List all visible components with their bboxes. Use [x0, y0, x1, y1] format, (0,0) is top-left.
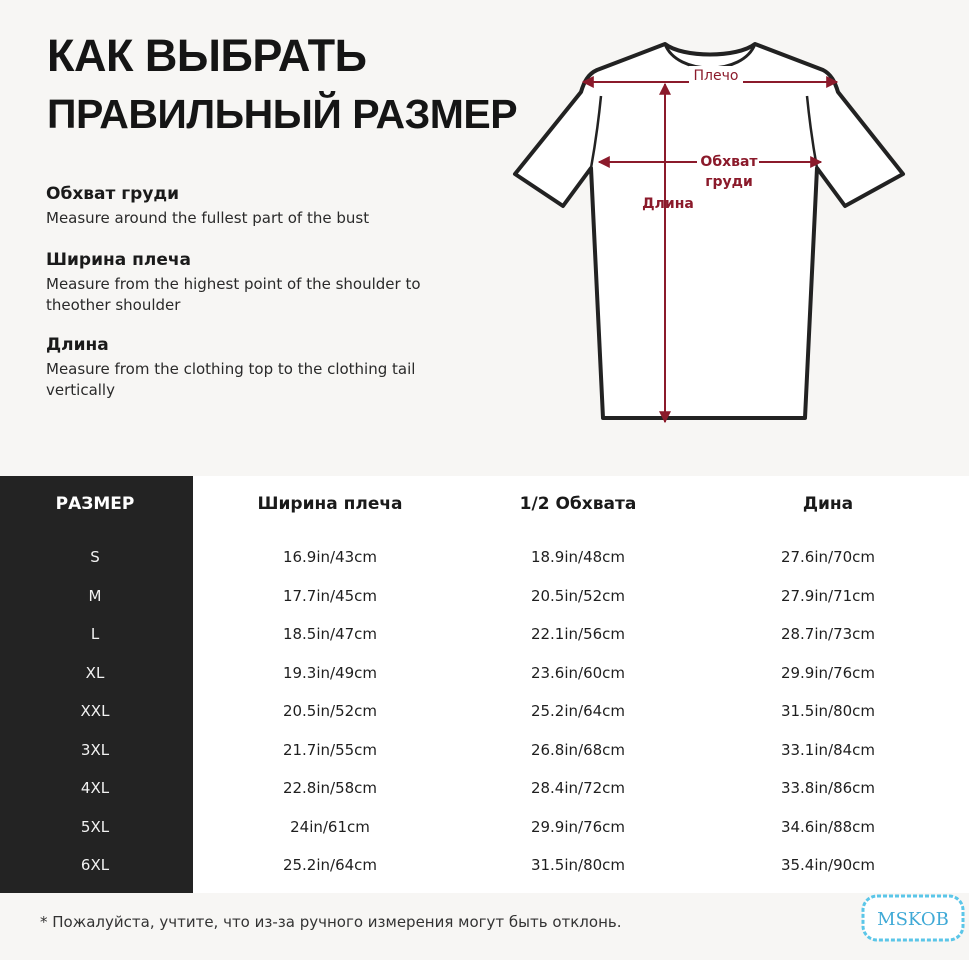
table-cell: 27.6in/70cm [780, 548, 876, 566]
table-cell: 31.5in/80cm [780, 702, 876, 720]
table-cell: 33.1in/84cm [780, 741, 876, 759]
badge-text: MSKOB [877, 909, 949, 930]
table-cell: 28.4in/72cm [530, 779, 626, 797]
table-cell: 21.7in/55cm [282, 741, 378, 759]
table-cell: 17.7in/45cm [282, 587, 378, 605]
size-cell: 6XL [80, 856, 110, 874]
size-cell: 4XL [80, 779, 110, 797]
measure-description: Measure from the clothing top to the clothing tail vertically [46, 360, 416, 399]
footnote: * Пожалуйста, учтите, что из-за ручного измерения могут быть отклонь. [40, 913, 622, 931]
measure-length [46, 334, 476, 401]
table-cell: 18.5in/47cm [282, 625, 378, 643]
table-cell: 18.9in/48cm [530, 548, 626, 566]
size-cell: M [88, 587, 102, 605]
table-cell: 34.6in/88cm [780, 818, 876, 836]
chest-label-line-1: Обхват [700, 154, 758, 170]
size-cell: XXL [80, 702, 110, 720]
table-cell: 20.5in/52cm [530, 587, 626, 605]
size-cell: XL [85, 664, 105, 682]
measure-heading: Обхват груди [46, 184, 180, 204]
size-cell: 5XL [80, 818, 110, 836]
chest-label-line-2: груди [705, 174, 753, 190]
table-cell: 16.9in/43cm [282, 548, 378, 566]
shoulder-label: Плечо [693, 68, 739, 84]
measure-heading: Ширина плеча [46, 250, 191, 270]
header-shoulder-width: Ширина плеча [257, 494, 403, 514]
table-cell: 28.7in/73cm [780, 625, 876, 643]
size-cell: 3XL [80, 741, 110, 759]
header-half-chest: 1/2 Обхвата [519, 494, 637, 514]
size-column [0, 476, 193, 893]
measure-shoulder [46, 249, 476, 316]
length-label: Длина [642, 196, 694, 212]
mskob-badge [861, 893, 965, 943]
header-length: Дина [802, 494, 854, 514]
table-cell: 31.5in/80cm [530, 856, 626, 874]
table-cell: 26.8in/68cm [530, 741, 626, 759]
size-table [0, 476, 969, 893]
table-cell: 27.9in/71cm [780, 587, 876, 605]
table-cell: 24in/61cm [290, 818, 370, 836]
table-cell: 35.4in/90cm [780, 856, 876, 874]
table-cell: 29.9in/76cm [530, 818, 626, 836]
tshirt-outline [515, 44, 903, 418]
header-size: РАЗМЕР [55, 494, 135, 514]
size-cell: L [90, 625, 100, 643]
table-cell: 19.3in/49cm [282, 664, 378, 682]
measure-chest [46, 183, 476, 229]
size-cell: S [90, 548, 100, 566]
table-cell: 22.1in/56cm [530, 625, 626, 643]
measure-heading: Длина [46, 335, 109, 355]
measure-description: Measure from the highest point of the shoulder to theother shoulder [46, 275, 421, 314]
table-cell: 23.6in/60cm [530, 664, 626, 682]
title-line-1: КАК ВЫБРАТЬ [47, 30, 367, 81]
table-cell: 20.5in/52cm [282, 702, 378, 720]
table-cell: 22.8in/58cm [282, 779, 378, 797]
table-cell: 25.2in/64cm [282, 856, 378, 874]
table-cell: 33.8in/86cm [780, 779, 876, 797]
table-cell: 29.9in/76cm [780, 664, 876, 682]
page-title [47, 30, 517, 140]
measure-description: Measure around the fullest part of the bust [46, 209, 370, 227]
title-line-2: ПРАВИЛЬНЫЙ РАЗМЕР [47, 91, 518, 137]
table-cell: 25.2in/64cm [530, 702, 626, 720]
tshirt-diagram [505, 36, 925, 436]
